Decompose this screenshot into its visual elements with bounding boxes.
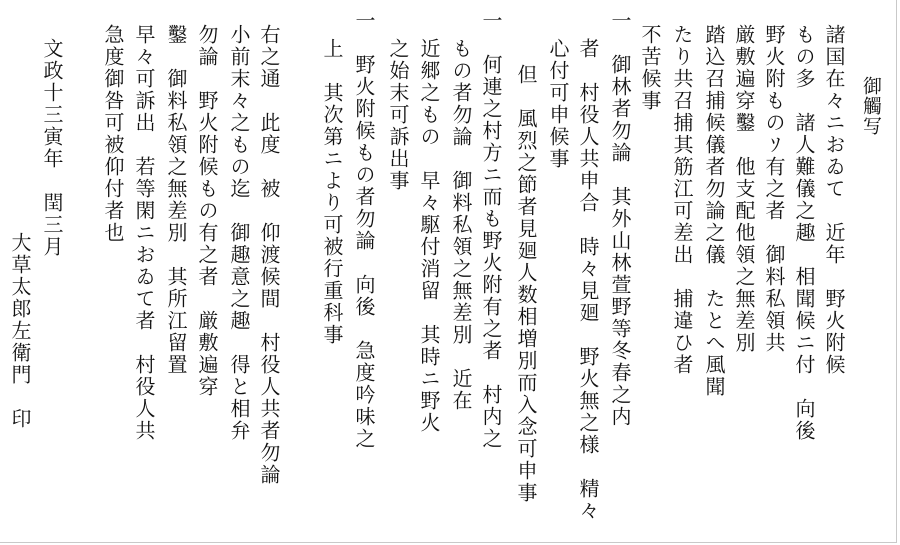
document-line: 之始末可訴出事 (386, 38, 410, 192)
document-line: 不苦候事 (638, 24, 662, 112)
document-line: 鑿 御料私領之無差別 其所江留置 (164, 24, 188, 376)
document-line: 一 何連之村方ニ而も野火附有之者 村内之 (479, 10, 503, 450)
document-line: 一 野火附候もの者勿論 向後 急度吟味之 (352, 10, 376, 450)
document-line: 急度御咎可被仰付者也 (101, 24, 125, 244)
document-line: 勿論 野火附候もの有之者 厳敷遍穿 (195, 24, 219, 398)
document-line: もの者勿論 御料私領之無差別 近在 (449, 38, 473, 412)
document-line: 野火附ものｿ有之者 御料私領共 (762, 24, 786, 354)
document-line: 心付可申候事 (546, 38, 570, 170)
document-line: 厳敷遍穿鑿 他支配他領之無差別 (732, 24, 756, 354)
document-line: 一 御林者勿論 其外山林萱野等冬春之内 (608, 10, 632, 428)
document-line: 上 其次第ニより可被行重科事 (320, 38, 344, 346)
document-line: 右之通 此度 被 仰渡候間 村役人共者勿論 (257, 24, 281, 486)
document-line: 早々可訴出 若等閑ニおゐて者 村役人共 (132, 24, 156, 442)
document-signature: 大草太郎左衛門 印 (8, 232, 32, 430)
document-line: もの多 諸人難儀之趣 相聞候ニ付 向後 (792, 24, 816, 442)
document-line: 踏込召捕候儀者勿論之儀 たとへ風聞 (702, 24, 726, 398)
document-line: 小前末々之もの迄 御趣意之趣 得と相弁 (227, 24, 251, 442)
document-line: 但 風烈之節者見廻人数相増別而入念可申事 (514, 64, 538, 504)
document-date: 文政十三寅年 閏三月 (40, 38, 64, 258)
document-line: 者 村役人共申合 時々見廻 野火無之様 精々 (576, 38, 600, 522)
document-line: たり共召捕其筋江可差出 捕違ひ者 (670, 24, 694, 376)
document-title: 御觸写 (860, 76, 882, 136)
document-line: 近郷之もの 早々駆付消留 其時ニ野火 (417, 38, 441, 434)
document-line: 諸国在々ニおゐて 近年 野火附候 (822, 24, 846, 376)
